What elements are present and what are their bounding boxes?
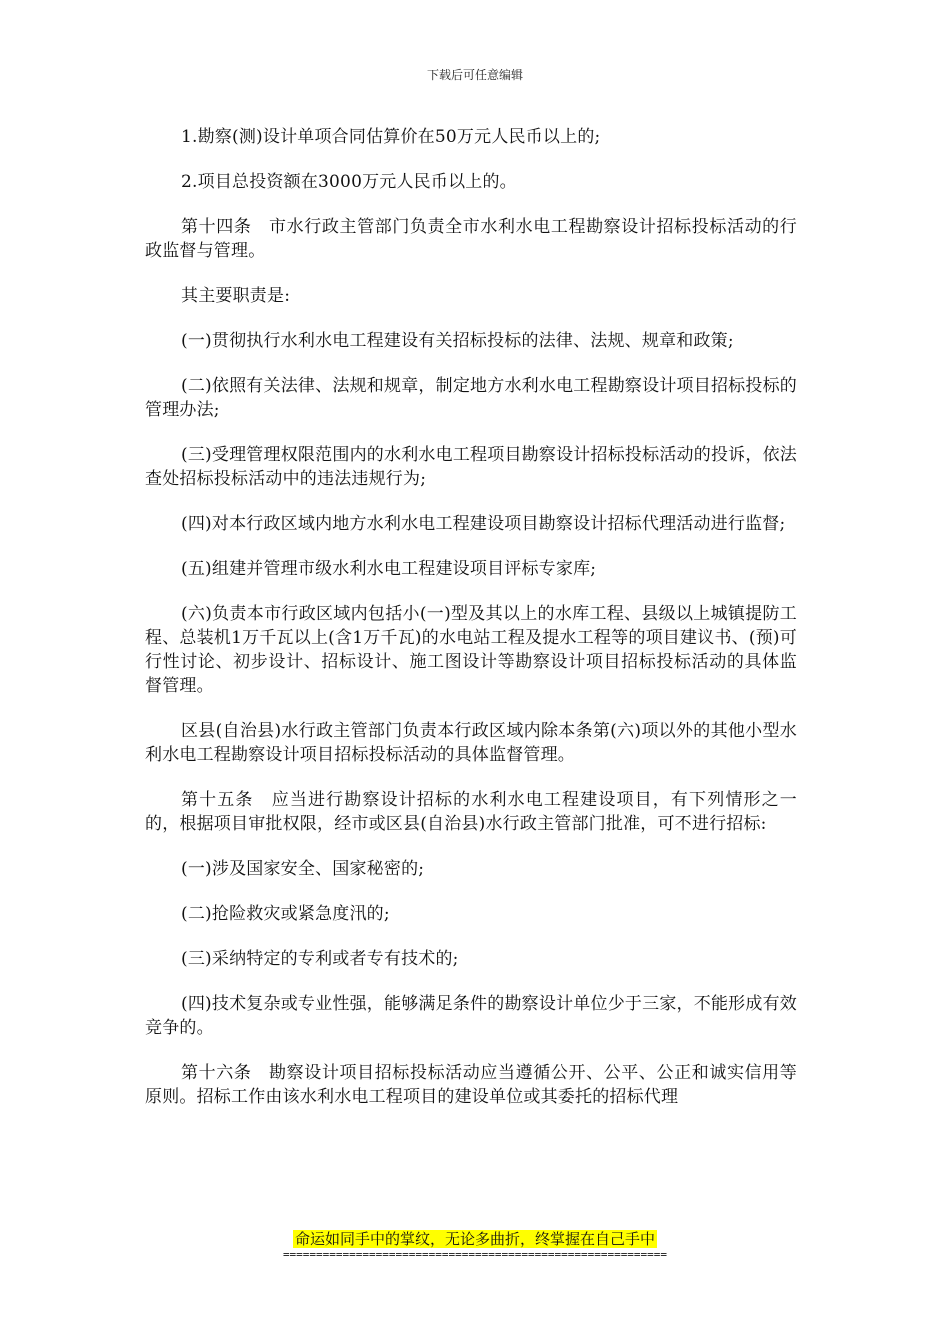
paragraph: (三)受理管理权限范围内的水利水电工程项目勘察设计招标投标活动的投诉，依法查处招标投标活动中的违法违规行为; [145, 445, 797, 489]
paragraph: 其主要职责是: [181, 286, 291, 306]
paragraph: 1.勘察(测)设计单项合同估算价在50万元人民币以上的; [181, 127, 601, 147]
paragraph: 区县(自治县)水行政主管部门负责本行政区域内除本条第(六)项以外的其他小型水利水电工程勘察设计项目招标投标活动的具体监督管理。 [145, 721, 797, 765]
paragraph: (一)贯彻执行水利水电工程建设有关招标投标的法律、法规、规章和政策; [181, 331, 734, 351]
header-note: 下载后可任意编辑 [426, 68, 523, 82]
paragraph: 第十五条 应当进行勘察设计招标的水利水电工程建设项目，有下列情形之一的，根据项目审批权限，经市或区县(自治县)水行政主管部门批准，可不进行招标: [145, 790, 797, 834]
paragraph: (一)涉及国家安全、国家秘密的; [181, 859, 425, 879]
paragraph: (六)负责本市行政区域内包括小(一)型及其以上的水库工程、县级以上城镇提防工程、总装机1万千瓦以上(含1万千瓦)的水电站工程及提水工程等的项目建议书、(预)可行性讨论、初步设计、招标设计、施工图设计等勘察设计项目招标投标活动的具体监督管理。 [145, 604, 797, 696]
paragraph: 2.项目总投资额在3000万元人民币以上的。 [181, 172, 517, 192]
paragraph: (二)依照有关法律、法规和规章，制定地方水利水电工程勘察设计项目招标投标的管理办法; [145, 376, 797, 420]
paragraph: (二)抢险救灾或紧急度汛的; [181, 904, 390, 924]
paragraph: (四)技术复杂或专业性强，能够满足条件的勘察设计单位少于三家，不能形成有效竞争的。 [145, 994, 797, 1038]
paragraph: (五)组建并管理市级水利水电工程建设项目评标专家库; [181, 559, 597, 579]
paragraph: 第十四条 市水行政主管部门负责全市水利水电工程勘察设计招标投标活动的行政监督与管理。 [145, 217, 797, 261]
footer-motto-text: 命运如同手中的掌纹，无论多曲折，终掌握在自己手中 [294, 1230, 655, 1248]
paragraph: (三)采纳特定的专利或者专有技术的; [181, 949, 459, 969]
paragraph: (四)对本行政区域内地方水利水电工程建设项目勘察设计招标代理活动进行监督; [181, 514, 786, 534]
footer-rule: ========================================================== [282, 1248, 668, 1261]
document-body [145, 125, 797, 1130]
footer-motto [0, 1228, 950, 1249]
paragraph: 第十六条 勘察设计项目招标投标活动应当遵循公开、公平、公正和诚实信用等原则。招标工作由该水利水电工程项目的建设单位或其委托的招标代理 [145, 1063, 797, 1107]
